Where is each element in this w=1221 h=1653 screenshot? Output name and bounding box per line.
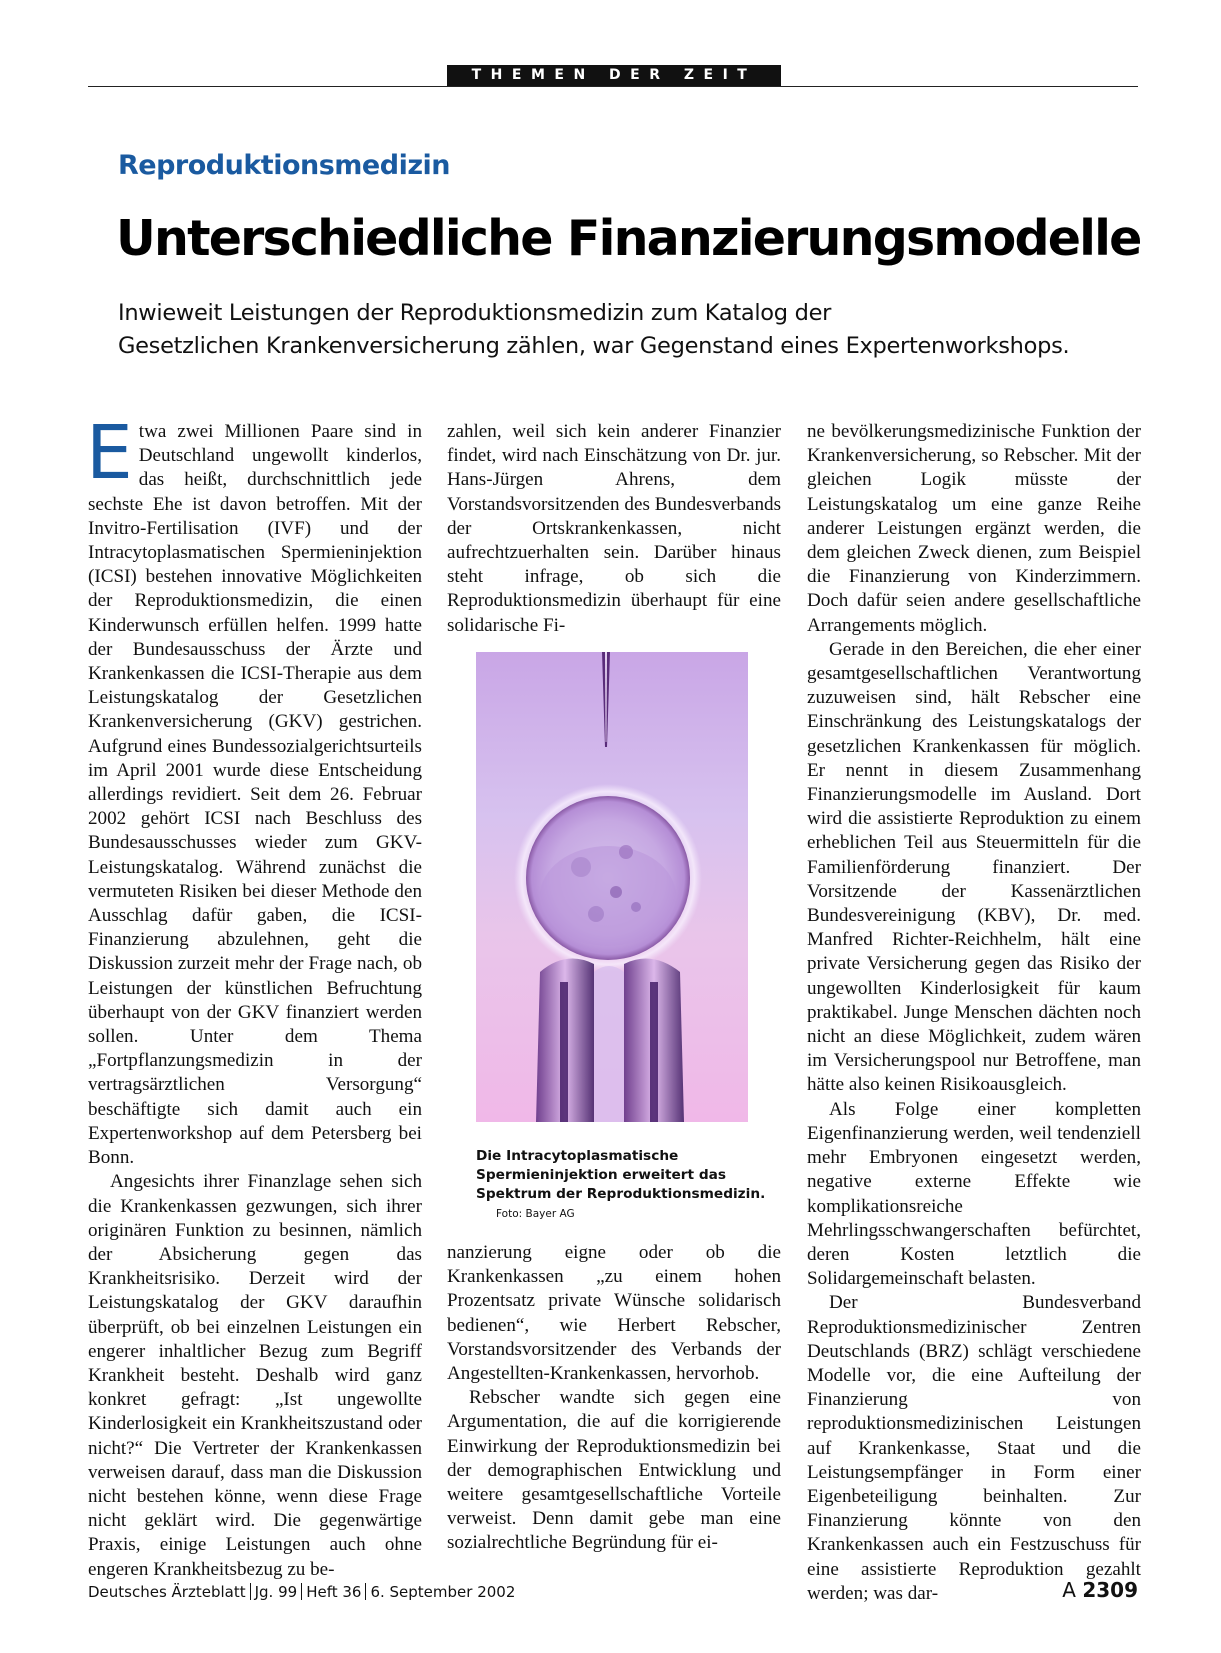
article-headline: Unterschiedliche Finanzierungsmodelle [116,210,1141,267]
lead-line: Gesetzlichen Krankenversicherung zählen, war Gegenstand eines Expertenworkshops. [118,333,1070,359]
footer-citation [88,1583,515,1601]
journal-name: Deutsches Ärzteblatt [88,1583,246,1601]
page-prefix: A [1062,1578,1076,1602]
paragraph: zahlen, weil sich kein anderer Finanzier findet, wird nach Einschätzung von Dr. jur. Hans-Jürgen Ahrens, dem Vorstandsvorsitzenden des Bundesverbands der Ortskrankenkassen, nicht aufrechtzuerhalten sein. Darüber hinaus steht infrage, ob sich die Reproduktionsmedizin überhaupt für eine solidarische Fi- [447,421,781,636]
icsi-microscopy-image [476,652,748,1122]
paragraph-text: twa zwei Millionen Paare sind in Deutschland ungewollt kinderlos, das heißt, durchschnittlich jede sechste Ehe ist davon betroffen. Mit der Invitro-Fertilisation (IVF) und der Intracytoplasmatischen Spermieninjektion (ICSI) bestehen innovative Möglichkeiten der Reproduktionsmedizin, die einen Kinderwunsch erfüllen helfen. 1999 hatte der Bundesausschuss der Ärzte und Krankenkassen die ICSI-Therapie aus dem Leistungskatalog der Gesetzlichen Krankenversicherung (GKV) gestrichen. Aufgrund eines Bundessozialgerichtsurteils im April 2001 wurde diese Entscheidung allerdings revidiert. Seit dem 26. Februar 2002 gehört ICSI nach Beschluss des Bundesausschusses wieder zum GKV-Leistungskatalog. Während zunächst die vermuteten Risiken bei dieser Methode den Ausschlag dafür gaben, die ICSI-Finanzierung abzulehnen, geht die Diskussion zurzeit mehr der Frage nach, ob Leistungen der künstlichen Befruchtung überhaupt von der GKV finanziert werden sollen. Unter dem Thema „Fortpflanzungsmedizin in der vertragsärztlichen Versorgung“ beschäftigte sich damit auch ein Expertenworkshop auf dem Petersberg bei Bonn. [88,421,422,1169]
volume: Jg. 99 [254,1583,298,1601]
paragraph: Rebscher wandte sich gegen eine Argumentation, die auf die korrigierende Einwirkung der Reproduktionsmedizin bei der demographischen Entwicklung und weitere gesamtgesellschaftliche Vorteile verweist. Denn damit gebe man eine sozialrechtliche Begründung für ei- [447,1387,781,1554]
lead-line: Inwieweit Leistungen der Reproduktionsmedizin zum Katalog der [118,300,832,326]
photo-credit: Foto: Bayer AG [496,1208,575,1220]
paragraph: ne bevölkerungsmedizinische Funktion der Krankenversicherung, so Rebscher. Mit der gleichen Logik müsste der Leistungskatalog um eine ganze Reihe anderer Leistungen ergänzt werden, die dem gleichen Zweck dienen, zum Beispiel die Finanzierung von Kinderzimmern. Doch dafür seien andere gesellschaftliche Arrangements möglich. [807,421,1141,636]
section-label: THEMEN DER ZEIT [447,65,781,86]
page-number [1062,1578,1138,1602]
issue-date: 6. September 2002 [370,1583,516,1601]
photo-caption [476,1147,766,1224]
paragraph [86,410,422,1170]
header-rule [88,86,1138,87]
article-kicker: Reproduktionsmedizin [118,150,451,181]
text-column-1 [86,410,422,1582]
text-column-2-bottom [447,1241,781,1556]
paragraph: Gerade in den Bereichen, die eher einer gesamtgesellschaftlichen Verantwortung zuzuweisen sind, hält Rebscher eine Einschränkung des Leistungskatalogs der gesetzlichen Krankenkassen für möglich. Er nennt in diesem Zusammenhang Finanzierungsmodelle im Ausland. Dort wird die assistierte Reproduktion zu einem erheblichen Teil aus Steuermitteln für die Familienförderung finanziert. Der Vorsitzende der Kassenärztlichen Bundesvereinigung (KBV), Dr. med. Manfred Richter-Reichhelm, hält eine private Versicherung gegen das Risiko der ungewollten Kinderlosigkeit für kaum praktikabel. Junge Menschen dächten noch nicht an diese Möglichkeit, zudem wären im Versicherungspool nur Betroffene, man hätte also keinen Risikoausgleich. [807,638,1141,1096]
caption-text: Die Intracytoplasmatische Spermieninjektion erweitert das Spektrum der Reproduktionsmedizin. [476,1148,766,1202]
issue: Heft 36 [306,1583,362,1601]
paragraph: Der Bundesverband Reproduktionsmedizinischer Zentren Deutschlands (BRZ) schlägt verschiedene Modelle vor, die eine Aufteilung der Finanzierung von reproduktionsmedizinischen Leistungen auf Krankenkasse, Staat und die Leistungsempfänger in Form einer Eigenbeteiligung beinhalten. Zur Finanzierung könnte von den Krankenkassen auch ein Festzuschuss für eine assistierte Reproduktion gezahlt werden; was dar- [807,1292,1141,1604]
paragraph: nanzierung eigne oder ob die Krankenkassen „zu einem hohen Prozentsatz private Wünsche solidarisch bedienen“, wie Herbert Rebscher, Vorstandsvorsitzender des Verbands der Angestellten-Krankenkassen, hervorhob. [447,1242,781,1385]
divider [301,1583,302,1600]
divider [250,1583,251,1600]
text-column-3 [807,420,1141,1606]
paragraph: Angesichts ihrer Finanzlage sehen sich die Krankenkassen gezwungen, sich ihrer originären Funktion zu besinnen, nämlich der Absicherung gegen das Krankheitsrisiko. Derzeit wird der Leistungskatalog der GKV daraufhin überprüft, ob bei einzelnen Leistungen ein engerer inhaltlicher Bezug zum Begriff Krankheit besteht. Deshalb wird ganz konkret gefragt: „Ist ungewollte Kinderlosigkeit ein Krankheitszustand oder nicht?“ Die Vertreter der Krankenkassen verweisen darauf, dass man die Diskussion nicht bestehen könne, wenn diese Frage nicht geklärt wird. Die gegenwärtige Praxis, einige Leistungen auch ohne engeren Krankheitsbezug zu be- [88,1171,422,1580]
divider [365,1583,366,1600]
icsi-photo [476,652,748,1122]
dropcap: E [86,410,133,496]
page-number-value: 2309 [1082,1578,1138,1602]
article-lead [118,297,1118,363]
text-column-2-top [447,420,781,638]
paragraph: Als Folge einer kompletten Eigenfinanzierung werden, weil tendenziell mehr Embryonen eingesetzt werden, negative externe Effekte wie komplikationsreiche Mehrlingsschwangerschaften befürchtet, deren Kosten letztlich die Solidargemeinschaft belasten. [807,1098,1141,1290]
